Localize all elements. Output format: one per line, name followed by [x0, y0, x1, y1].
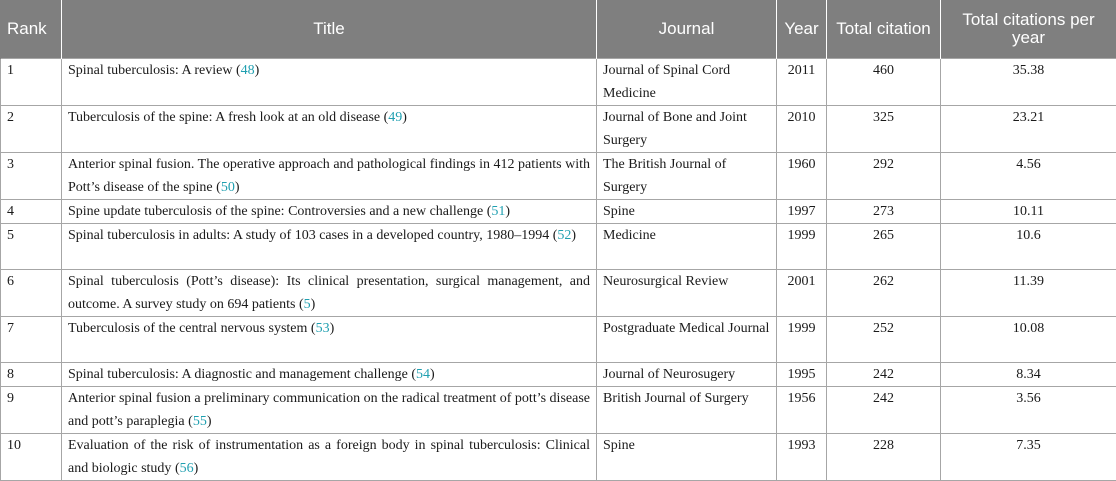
- title-text: Spinal tuberculosis in adults: A study of 103 cases in a developed country, 1980–1994: [68, 228, 550, 243]
- cell-title: Spinal tuberculosis (Pott’s disease): Its clinical presentation, surgical management, and outcome. A survey study on 694 patients (5): [62, 270, 597, 317]
- cell-citations-per-year: 8.34: [941, 363, 1116, 387]
- table-row: [1, 224, 1116, 270]
- cell-journal: Neurosurgical Review: [597, 270, 777, 317]
- table-row: [1, 434, 1116, 481]
- cell-journal: Journal of Neurosugery: [597, 363, 777, 387]
- cell-total-citation: 242: [827, 387, 941, 434]
- table-row: [1, 200, 1116, 224]
- cell-rank: 9: [1, 387, 62, 434]
- cell-year: 2011: [777, 59, 827, 106]
- cell-citations-per-year: 4.56: [941, 153, 1116, 200]
- title-text: Anterior spinal fusion. The operative approach and pathological findings in 412 patients with Pott’s disease of the spine: [68, 157, 590, 195]
- reference-link[interactable]: 52: [557, 228, 572, 243]
- reference-link[interactable]: 49: [388, 110, 403, 125]
- title-text: Tuberculosis of the central nervous system: [68, 321, 308, 336]
- cell-total-citation: 325: [827, 106, 941, 153]
- cell-journal: Medicine: [597, 224, 777, 270]
- cell-year: 1956: [777, 387, 827, 434]
- reference-link[interactable]: 51: [491, 204, 506, 219]
- reference-link[interactable]: 5: [303, 297, 311, 312]
- cell-year: 1999: [777, 224, 827, 270]
- cell-title: Spinal tuberculosis: A review (48): [62, 59, 597, 106]
- cell-total-citation: 242: [827, 363, 941, 387]
- table-row: [1, 317, 1116, 363]
- table-row: [1, 387, 1116, 434]
- cell-journal: Journal of Spinal Cord Medicine: [597, 59, 777, 106]
- header-total-citation: Total citation: [827, 0, 941, 59]
- header-row: [1, 0, 1116, 59]
- cell-title: Spine update tuberculosis of the spine: Controversies and a new challenge (51): [62, 200, 597, 224]
- cell-journal: The British Journal of Surgery: [597, 153, 777, 200]
- cell-year: 1999: [777, 317, 827, 363]
- reference-link[interactable]: 50: [220, 180, 235, 195]
- cell-title: Tuberculosis of the central nervous system (53): [62, 317, 597, 363]
- cell-year: 1995: [777, 363, 827, 387]
- cell-citations-per-year: 10.08: [941, 317, 1116, 363]
- title-text: Spinal tuberculosis: A diagnostic and management challenge: [68, 367, 408, 382]
- cell-journal: British Journal of Surgery: [597, 387, 777, 434]
- cell-title: Spinal tuberculosis: A diagnostic and management challenge (54): [62, 363, 597, 387]
- cell-title: Anterior spinal fusion. The operative approach and pathological findings in 412 patients with Pott’s disease of the spine (50): [62, 153, 597, 200]
- title-text: Spinal tuberculosis (Pott’s disease): Its clinical presentation, surgical management, and outcome. A survey study on 694 patients: [68, 274, 590, 312]
- cell-citations-per-year: 23.21: [941, 106, 1116, 153]
- cell-year: 2001: [777, 270, 827, 317]
- cell-total-citation: 265: [827, 224, 941, 270]
- cell-total-citation: 262: [827, 270, 941, 317]
- cell-year: 2010: [777, 106, 827, 153]
- title-text: Spine update tuberculosis of the spine: Controversies and a new challenge: [68, 204, 484, 219]
- title-text: Tuberculosis of the spine: A fresh look at an old disease: [68, 110, 381, 125]
- cell-rank: 7: [1, 317, 62, 363]
- cell-rank: 2: [1, 106, 62, 153]
- table-row: [1, 106, 1116, 153]
- reference-link[interactable]: 55: [192, 414, 207, 429]
- cell-year: 1997: [777, 200, 827, 224]
- cell-citations-per-year: 35.38: [941, 59, 1116, 106]
- cell-citations-per-year: 3.56: [941, 387, 1116, 434]
- cell-journal: Spine: [597, 434, 777, 481]
- header-year: Year: [777, 0, 827, 59]
- cell-total-citation: 228: [827, 434, 941, 481]
- cell-citations-per-year: 10.6: [941, 224, 1116, 270]
- table-row: [1, 153, 1116, 200]
- cell-title: Spinal tuberculosis in adults: A study of 103 cases in a developed country, 1980–1994 (52): [62, 224, 597, 270]
- reference-link[interactable]: 53: [315, 321, 330, 336]
- reference-link[interactable]: 54: [415, 367, 430, 382]
- cell-journal: Journal of Bone and Joint Surgery: [597, 106, 777, 153]
- cell-title: Tuberculosis of the spine: A fresh look at an old disease (49): [62, 106, 597, 153]
- header-total-citations-per-year: Total citations per year: [941, 0, 1116, 59]
- cell-rank: 5: [1, 224, 62, 270]
- table-row: [1, 59, 1116, 106]
- cell-journal: Spine: [597, 200, 777, 224]
- cell-citations-per-year: 11.39: [941, 270, 1116, 317]
- cell-rank: 6: [1, 270, 62, 317]
- header-title: Title: [62, 0, 597, 59]
- cell-total-citation: 292: [827, 153, 941, 200]
- cell-title: Evaluation of the risk of instrumentation as a foreign body in spinal tuberculosis: Clinical and biologic study (56): [62, 434, 597, 481]
- cell-rank: 8: [1, 363, 62, 387]
- cell-year: 1993: [777, 434, 827, 481]
- reference-link[interactable]: 48: [240, 63, 255, 78]
- cell-rank: 10: [1, 434, 62, 481]
- cell-total-citation: 273: [827, 200, 941, 224]
- cell-rank: 1: [1, 59, 62, 106]
- title-text: Anterior spinal fusion a preliminary communication on the radical treatment of pott’s disease and pott’s paraplegia: [68, 391, 590, 429]
- cell-total-citation: 252: [827, 317, 941, 363]
- header-rank: Rank: [1, 0, 62, 59]
- cell-rank: 3: [1, 153, 62, 200]
- cell-journal: Postgraduate Medical Journal: [597, 317, 777, 363]
- header-journal: Journal: [597, 0, 777, 59]
- cell-year: 1960: [777, 153, 827, 200]
- title-text: Spinal tuberculosis: A review: [68, 63, 233, 78]
- cell-citations-per-year: 7.35: [941, 434, 1116, 481]
- title-text: Evaluation of the risk of instrumentation as a foreign body in spinal tuberculosis: Clinical and biologic study: [68, 438, 590, 476]
- cell-rank: 4: [1, 200, 62, 224]
- cell-title: Anterior spinal fusion a preliminary communication on the radical treatment of pott’s disease and pott’s paraplegia (55): [62, 387, 597, 434]
- reference-link[interactable]: 56: [179, 461, 194, 476]
- cell-total-citation: 460: [827, 59, 941, 106]
- table-row: [1, 270, 1116, 317]
- table-row: [1, 363, 1116, 387]
- cell-citations-per-year: 10.11: [941, 200, 1116, 224]
